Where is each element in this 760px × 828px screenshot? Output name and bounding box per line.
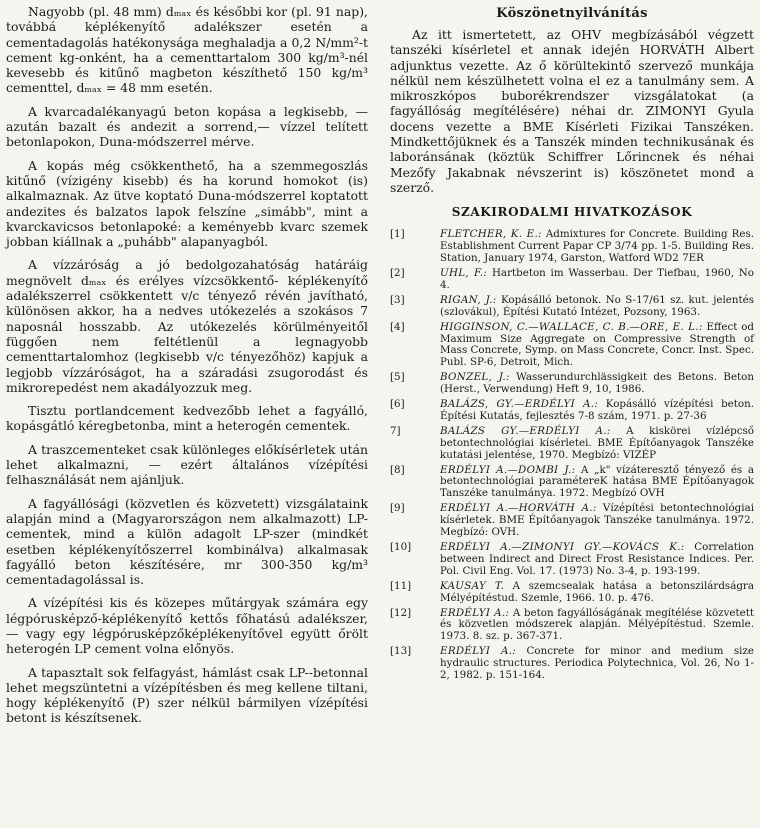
reference-author: ERDÉLYI A.:	[440, 645, 517, 658]
body-paragraph: A fagyállósági (közvetlen és közvetett) vizsgálataink alapján mind a (Magyarországon nem alkalmazott) LP-cementek, mind a külön adagolt LP-szer (mindkét esetben képlékenyítőszerrel kombinálva) alkalmasak fagyálló beton készítésére, mr 300-350 kg/m³ cementadagolással is.	[6, 495, 368, 588]
body-paragraph: A kopás még csökkenthető, ha a szemmegoszlás kitűnő (vízigény kisebb) és ha korund homokot (is) alkalmaznak. Az ütve koptató Duna-módszerrel koptatott andezites és balzatos lapok felszíne „simább", mint a kvarckavicsos betonlapoké: a keményebb kvarc szemek jobban kiállnak a „puhább" alapanyagból.	[6, 157, 368, 250]
body-paragraph: A kvarcadalékanyagú beton kopása a legkisebb, — azután bazalt és andezit a sorrend,— vízzel telített betonlapokon, Duna-módszerrel mérve.	[6, 103, 368, 150]
reference-number: 7]	[390, 424, 401, 437]
left-column	[6, 4, 368, 734]
body-paragraph: Tisztu portlandcement kedvezőbb lehet a fagyálló, kopásgátló kéregbetonba, mint a heterogén cementek.	[6, 403, 368, 434]
reference-number: [12]	[390, 606, 412, 619]
reference-text: Wasserundurchlässigkeit des Betons. Beton (Herst., Verwendung) Heft 9, 10, 1986.	[440, 371, 755, 396]
body-paragraph: A vízzáróság a jó bedolgozahatóság határáig megnövelt dₘₐₓ és erélyes vízcsökkentő- képlékenyítő adalékszerrel csökkentett v/c tényező révén javítható, különösen akkor, ha a nedves utókezelés a szokásos 7 naposnál hosszabb. Az utókezelés körülményeitől függően nem feltétlenül a legnagyobb cementtartalomhoz (legkisebb v/c tényezőhöz) kapjuk a legjobb vízzáróságot, ha a száradási zsugorodást és mikrorepedést nem akadályozzuk meg.	[6, 257, 368, 395]
reference-item	[390, 268, 754, 292]
reference-item	[390, 399, 754, 423]
reference-number: [3]	[390, 293, 405, 306]
reference-number: [2]	[390, 266, 405, 279]
reference-number: [6]	[390, 398, 405, 411]
reference-author: UHL, F.:	[440, 266, 488, 279]
reference-item	[390, 465, 754, 501]
reference-item	[390, 426, 754, 462]
reference-text: Correlation between Indirect and Direct Frost Resistance Indices. Per. Pol. Civil Eng. Vol. 17. (1973) No. 3-4, p. 193-199.	[440, 541, 754, 577]
reference-number: [10]	[390, 541, 412, 554]
reference-author: ERDÉLYI A.:	[440, 606, 510, 619]
reference-text: Admixtures for Concrete. Building Res. Establishment Current Papar CP 3/74 pp. 1-5. Building Res. Station, January 1974, Garston, Watford WD2 7ER	[440, 228, 755, 265]
reference-text: Vízépítési betontechnológiai kísérletek. BME Építőanyagok Tanszéke tanulmánya. 1972. Megbízó: OVH.	[440, 502, 755, 539]
reference-author: ERDÉLYI A.—ZIMONYI GY.—KOVÁCS K.:	[440, 541, 685, 554]
right-column	[390, 4, 754, 685]
reference-author: BALÁZS GY.—ERDÉLYI A.:	[440, 424, 611, 437]
reference-item	[390, 322, 754, 370]
reference-item	[390, 608, 754, 644]
reference-item	[390, 295, 754, 319]
reference-author: RIGAN, J.:	[440, 293, 497, 306]
reference-number: [8]	[390, 463, 405, 476]
reference-item	[390, 503, 754, 539]
body-paragraph: A vízépítési kis és közepes műtárgyak számára egy légpórusképző-képlékenyítő kettős főhatású adalékszer, — vagy egy légpórusképzőképlékenyítővel együtt őrölt heterogén LP cement volna előnyös.	[6, 595, 368, 657]
reference-text: Hartbeton im Wasserbau. Der Tiefbau, 1960, No 4.	[440, 266, 754, 291]
reference-number: [4]	[390, 320, 405, 333]
reference-item	[390, 646, 754, 682]
body-paragraph: A traszcementeket csak különleges előkísérletek után lehet alkalmazni, — ezért általános vízépítési felhasználását nem ajánljuk.	[6, 441, 368, 488]
reference-number: [5]	[390, 371, 405, 384]
reference-number: [13]	[390, 645, 412, 658]
reference-author: ERDÉLYI A.—HORVÁTH A.:	[440, 502, 597, 515]
reference-text: Kopásálló betonok. No S-17/61 sz. kut. jelentés (szlovákul), Építési Kutató Intézet, Pozsony, 1963.	[440, 293, 755, 318]
reference-text: A szemcsealak hatása a betonszilárdságra Mélyépítéstud. Szemle, 1966. 10. p. 476.	[440, 579, 754, 604]
reference-author: ERDÉLYI A.—DOMBI J.:	[440, 463, 576, 476]
reference-text: A kiskörei vízlépcső betontechnológiai kísérletei. BME Építőanyagok Tanszéke kutatási jelentése, 1970. Megbízó: VIZÉP	[440, 424, 755, 461]
reference-author: BONZEL, J.:	[440, 371, 510, 384]
body-paragraph: Nagyobb (pl. 48 mm) dₘₐₓ és későbbi kor (pl. 91 nap), továbbá képlékenyítő adalékszer esetén a cementadagolás hatékonysága meghaladja a 0,2 N/mm²-t cement kg-onként, ha a cementtartalom 300 kg/m³-nél kevesebb és kitűnő magbeton készíthető 150 kg/m³ cementtel, dₘₐₓ = 48 mm esetén.	[6, 4, 368, 96]
reference-author: FLETCHER, K. E.:	[440, 228, 542, 241]
reference-text: Concrete for minor and medium size hydraulic structures. Periodica Polytechnica, Vol. 26, No 1-2, 1982. p. 151-164.	[440, 645, 754, 682]
reference-text: Kopásálló vízépítési beton. Építési Kutatás, fejlesztés 7-8 szám, 1971. p. 27-36	[440, 398, 754, 422]
reference-number: [1]	[390, 228, 405, 241]
acknowledgement-text: Az itt ismertetett, az OHV megbízásából végzett tanszéki kísérletel et annak idején HORVÁTH Albert adjunktus vezette. Az ő körültekintő szervező munkája nélkül nem készülhetett volna el ez a tanulmány sem. A mikroszkópos buborékrendszer vizsgálatokat (a fagyállóság megítélésére) néhai dr. ZIMONYI Gyula docens vezette a BME Kísérleti Fizikai Tanszéken. Mindkettőjüknek és a Tanszék minden technikusának és laboránsának (köztük Schiffrer Lőrincnek és néhai Mezőfy Jakabnak névszerint is) köszönetet mond a szerző.	[390, 27, 754, 195]
reference-item	[390, 581, 754, 605]
reference-author: HIGGINSON, C.—WALLACE, C. B.—ORE, E. L.:	[440, 320, 703, 333]
body-paragraph: A tapasztalt sok felfagyást, hámlást csak LP--betonnal lehet megszüntetni a vízépítésben és meg kellene tiltani, hogy képlékenyítő (P) szer nélkül bármilyen vízépítési betont is készítsenek.	[6, 664, 368, 726]
reference-text: A „k" vízáteresztő tényező és a betontechnológiai paramétereK hatása BME Építőanyagok Tanszéke tanulmánya. 1972. Megbízó OVH	[440, 463, 754, 500]
reference-number: [9]	[390, 502, 405, 515]
acknowledgement-heading: Köszönetnyilvánítás	[496, 6, 648, 21]
reference-item	[390, 229, 754, 265]
reference-author: BALÁZS, GY.—ERDÉLYI A.:	[440, 398, 599, 411]
reference-list	[390, 229, 754, 682]
reference-author: KAUSAY T.	[440, 579, 505, 592]
reference-text: Effect od Maximum Size Aggregate on Compressive Strength of Mass Concrete, Symp. on Mass Concrete, Concr. Inst. Spec. Publ. SP-6, Detroit, Mich.	[440, 320, 754, 369]
reference-text: A beton fagyállóságának megítélése közvetett és közvetlen módszerek alapján. Mélyépítéstud. Szemle. 1973. 8. sz. p. 367-371.	[440, 606, 755, 643]
reference-item	[390, 542, 754, 578]
reference-item	[390, 372, 754, 396]
reference-number: [11]	[390, 579, 412, 592]
references-heading: SZAKIRODALMI HIVATKOZÁSOK	[451, 205, 693, 220]
